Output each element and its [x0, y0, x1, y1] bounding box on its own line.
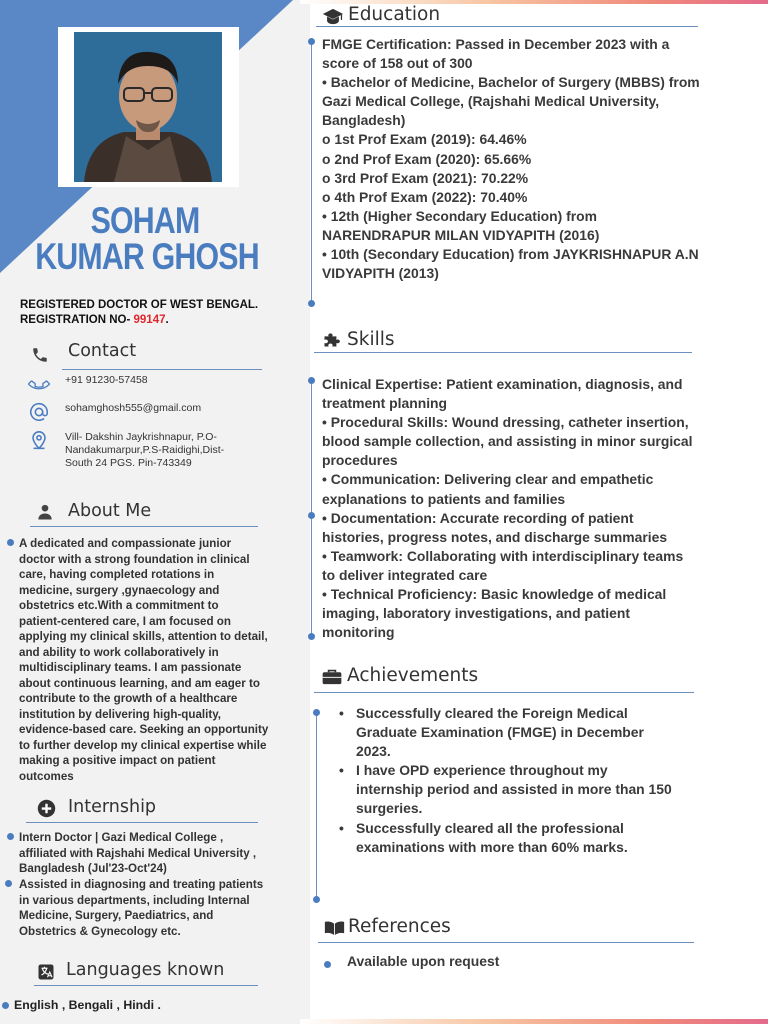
about-line: institution by delivering high-quality,	[19, 707, 222, 721]
achievement-bullet: •	[339, 705, 344, 721]
skills-line: Clinical Expertise: Patient examination, diagnosis, and	[322, 376, 683, 392]
skills-line: procedures	[322, 452, 398, 469]
languages-bullet-dot	[2, 1002, 9, 1009]
achievements-timeline-dot	[313, 896, 320, 903]
name-last: KUMAR GHOSH	[35, 236, 259, 277]
profile-photo-frame	[58, 27, 239, 187]
education-line: o 2nd Prof Exam (2020): 65.66%	[322, 150, 532, 167]
puzzle-icon	[322, 332, 344, 349]
about-line: medicine, surgery ,gynaecology and	[19, 583, 220, 597]
about-line: to further develop my clinical expertise while	[19, 738, 267, 752]
achievement-item	[337, 704, 737, 761]
skills-line: imaging, laboratory investigations, and patient	[322, 605, 630, 622]
skills-line: • Procedural Skills: Wound dressing, catheter insertion,	[322, 414, 689, 431]
about-line: evidence-based care. Seeking an opportunity	[19, 723, 269, 736]
skills-title: Skills	[347, 329, 395, 350]
about-line: patient-centered care, I am focused on	[19, 614, 231, 628]
education-line: score of 158 out of 300	[322, 55, 473, 72]
skills-text	[322, 375, 762, 642]
internship-line: Assisted in diagnosing and treating patients	[19, 878, 264, 891]
registration-number: 99147	[133, 314, 166, 326]
achievement-line: I have OPD experience throughout my	[356, 762, 608, 779]
registration-line: REGISTERED DOCTOR OF WEST BENGAL.	[20, 299, 259, 311]
skills-line: • Teamwork: Collaborating with interdisciplinary teams	[322, 547, 684, 564]
achievement-item	[337, 761, 737, 818]
internship-duties	[19, 877, 303, 939]
achievement-line: Successfully cleared all the professional	[356, 819, 624, 836]
registration-info	[20, 298, 258, 328]
about-line: about continuous learning, and am eager to	[19, 676, 260, 690]
internship-line: Obstetrics & Gynecology etc.	[19, 924, 181, 938]
about-line: making a positive impact on patient	[19, 754, 216, 767]
internship-title: Internship	[68, 797, 157, 817]
contact-phone[interactable]: +91 91230-57458	[65, 374, 148, 386]
skills-line: histories, progress notes, and discharge summaries	[322, 528, 668, 545]
address-line: South 24 PGS. Pin-743349	[65, 457, 192, 469]
phone-outline-icon	[28, 374, 50, 394]
skills-line: monitoring	[322, 624, 395, 641]
about-line: multidisciplinary teams. I am passionate	[19, 661, 242, 674]
skills-timeline-dot	[308, 377, 315, 384]
education-line: VIDYAPITH (2013)	[322, 265, 439, 282]
achievements-underline	[314, 692, 694, 693]
open-book-icon	[324, 920, 345, 936]
achievement-line: Successfully cleared the Foreign Medical	[356, 705, 628, 721]
achievement-line: 2023.	[356, 743, 391, 760]
education-line: FMGE Certification: Passed in December 2023 with a	[322, 36, 670, 52]
education-line: Gazi Medical College, (Rajshahi Medical University,	[322, 93, 660, 110]
contact-address	[65, 431, 224, 470]
internship-line: affiliated with Rajshahi Medical University ,	[19, 846, 257, 860]
bottom-accent-bar	[300, 1019, 768, 1024]
education-line: • 10th (Secondary Education) from JAYKRISHNAPUR A.N	[322, 246, 699, 263]
skills-line: to deliver integrated care	[322, 566, 488, 583]
achievement-bullet: •	[339, 819, 344, 836]
internship-line: Bangladesh (Jul'23-Oct'24)	[19, 862, 167, 875]
registration-label: REGISTRATION NO-	[20, 314, 134, 326]
about-line: obstetrics etc.With a commitment to	[19, 599, 219, 612]
achievement-line: examinations with more than 60% marks.	[356, 838, 628, 855]
references-title: References	[348, 916, 451, 937]
internship-line: in various departments, including Internal	[19, 893, 250, 907]
education-title: Education	[348, 4, 441, 25]
skills-line: • Documentation: Accurate recording of patient	[322, 509, 634, 526]
education-timeline-dot	[308, 300, 315, 307]
address-line: Nandakumarpur,P.S-Raidighi,Dist-	[65, 444, 225, 456]
achievement-line: surgeries.	[356, 800, 423, 817]
about-line: A dedicated and compassionate junior	[19, 537, 232, 550]
achievements-title: Achievements	[347, 665, 479, 686]
languages-title: Languages known	[66, 960, 225, 980]
achievements-timeline-dot	[313, 709, 320, 716]
skills-line: • Communication: Delivering clear and empathetic	[322, 471, 654, 488]
skills-timeline-dot	[308, 633, 315, 640]
about-line: applying my clinical skills, attention to detail,	[19, 630, 268, 643]
graduation-cap-icon	[322, 8, 344, 25]
education-timeline	[311, 38, 312, 304]
education-underline	[316, 26, 698, 27]
references-text: Available upon request	[347, 953, 500, 969]
achievements-timeline	[316, 712, 317, 900]
education-line: • 12th (Higher Secondary Education) from	[322, 207, 597, 224]
skills-timeline-dot	[308, 512, 315, 519]
person-icon	[37, 503, 53, 520]
skills-line: explanations to patients and families	[322, 490, 566, 507]
education-line: o 3rd Prof Exam (2021): 70.22%	[322, 169, 529, 186]
email-at-icon	[28, 401, 50, 423]
about-line: care, having completed rotations in	[19, 568, 215, 581]
address-line: Vill- Dakshin Jaykrishnapur, P.O-	[65, 431, 217, 443]
achievement-line: Graduate Examination (FMGE) in December	[356, 724, 644, 741]
skills-line: blood sample collection, and assisting in minor surgical	[322, 433, 693, 450]
achievement-bullet: •	[339, 762, 344, 779]
registration-end: .	[165, 314, 169, 326]
internship-bullet-dot	[5, 880, 12, 887]
languages-text: English , Bengali , Hindi .	[14, 998, 161, 1012]
internship-bullet-dot	[7, 833, 14, 840]
phone-icon	[31, 346, 49, 364]
skills-line: • Technical Proficiency: Basic knowledge of medical	[322, 586, 667, 603]
briefcase-icon	[321, 668, 343, 685]
references-bullet-dot	[324, 961, 331, 968]
achievement-line: internship period and assisted in more than 150	[356, 781, 672, 798]
skills-underline	[314, 352, 692, 353]
education-timeline-dot	[308, 38, 315, 45]
profile-photo	[74, 32, 222, 182]
achievement-item	[337, 819, 737, 857]
about-line: and ability to work collaboratively in	[19, 645, 219, 659]
about-line: doctor with a strong foundation in clinical	[19, 552, 250, 566]
education-line: • Bachelor of Medicine, Bachelor of Surgery (MBBS) from	[322, 74, 700, 91]
about-line: outcomes	[19, 769, 74, 783]
education-text	[322, 35, 762, 283]
languages-icon	[37, 963, 55, 981]
internship-line: Medicine, Surgery, Paediatrics, and	[19, 909, 214, 922]
references-underline	[318, 942, 694, 943]
name-first: SOHAM	[90, 200, 200, 241]
about-title: About Me	[68, 501, 152, 521]
plus-circle-icon	[37, 799, 56, 818]
skills-timeline	[311, 380, 312, 638]
education-line: o 1st Prof Exam (2019): 64.46%	[322, 131, 527, 148]
internship-position	[19, 830, 303, 877]
contact-underline	[62, 369, 262, 370]
contact-email[interactable]: sohamghosh555@gmail.com	[65, 402, 202, 414]
education-line: o 4th Prof Exam (2022): 70.40%	[322, 188, 528, 205]
location-pin-icon	[28, 430, 50, 452]
about-text	[19, 536, 303, 784]
education-line: NARENDRAPUR MILAN VIDYAPITH (2016)	[322, 226, 600, 243]
about-underline	[30, 526, 258, 527]
languages-underline	[34, 985, 258, 986]
skills-line: treatment planning	[322, 395, 448, 412]
education-line: Bangladesh)	[322, 112, 406, 129]
internship-underline	[26, 822, 258, 823]
internship-line: Intern Doctor | Gazi Medical College ,	[19, 831, 224, 844]
about-line: contribute to the growth of a healthcare	[19, 692, 238, 705]
registration-number-line	[20, 313, 258, 328]
contact-title: Contact	[68, 341, 137, 361]
achievements-list	[337, 704, 737, 857]
about-bullet-dot	[7, 539, 14, 546]
